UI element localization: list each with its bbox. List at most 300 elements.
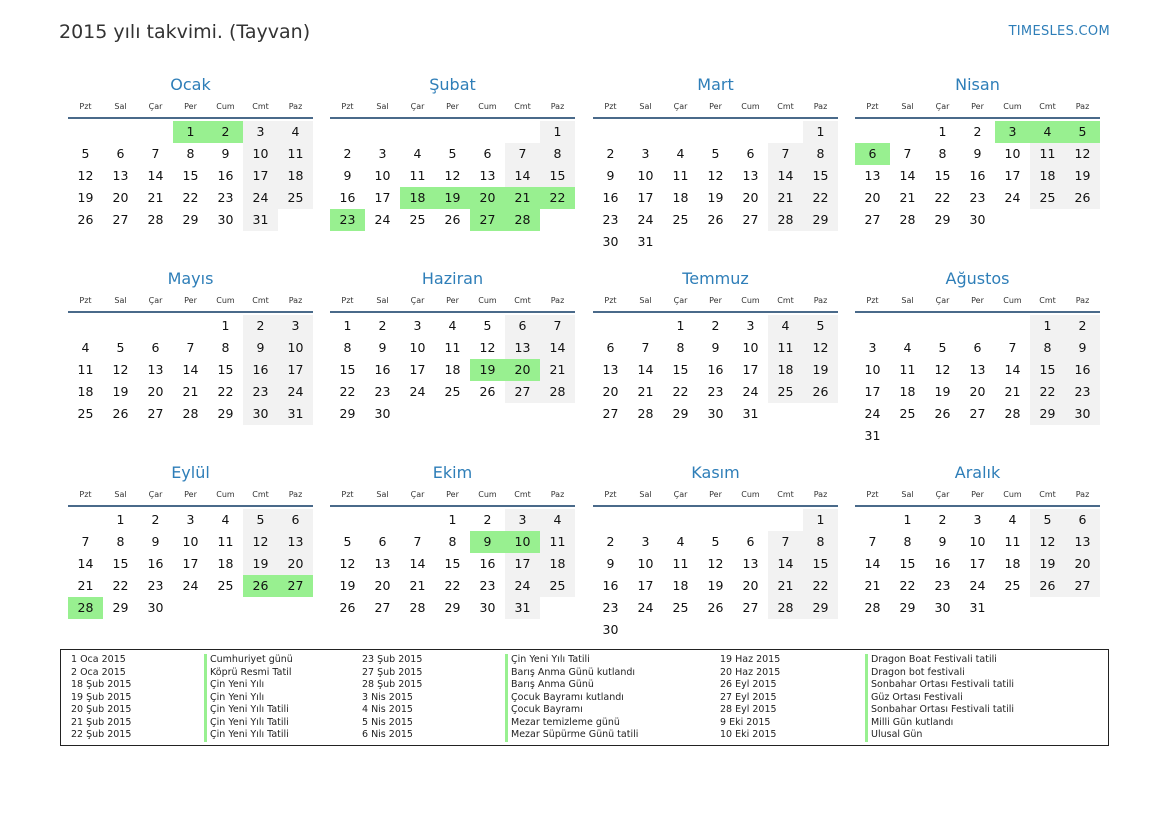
legend-date: 26 Eyl 2015 (720, 679, 777, 690)
day-cell: 11 (540, 531, 575, 553)
day-cell: 17 (969, 556, 986, 571)
day-cell: 27 (742, 600, 759, 615)
day-cell: 18 (278, 165, 313, 187)
legend-dates-column (71, 654, 131, 742)
day-cell: 1 (903, 512, 912, 527)
day-cell: 8 (116, 534, 125, 549)
empty-cell (330, 121, 365, 143)
day-cell: 20 (112, 190, 129, 205)
day-cell: 19 (243, 553, 278, 575)
day-grid (593, 509, 838, 641)
empty-cell (855, 121, 890, 143)
month-8 (855, 268, 1100, 447)
empty-cell (698, 121, 733, 143)
legend-holiday-name: Çin Yeni Yılı (204, 692, 293, 705)
day-cell: 11 (672, 168, 689, 183)
legend-holiday-name: Köprü Resmi Tatil (204, 667, 293, 680)
empty-cell (628, 121, 663, 143)
day-cell: 25 (540, 575, 575, 597)
weekday-label: Paz (550, 296, 565, 305)
day-cell: 10 (637, 168, 654, 183)
empty-cell (593, 315, 628, 337)
day-cell: 4 (903, 340, 912, 355)
day-cell: 29 (339, 406, 356, 421)
day-cell: 9 (606, 168, 615, 183)
day-grid (593, 121, 838, 253)
brand-link[interactable]: TIMESLES.COM (1008, 24, 1110, 39)
weekday-label: Pzt (341, 490, 354, 499)
weekday-header (593, 100, 838, 119)
day-cell: 19 (707, 578, 724, 593)
day-cell: 30 (243, 403, 278, 425)
weekday-label: Sal (639, 296, 652, 305)
day-cell: 22 (112, 578, 129, 593)
holiday-day-cell: 20 (470, 187, 505, 209)
day-cell: 24 (637, 600, 654, 615)
day-cell: 6 (116, 146, 125, 161)
day-cell: 25 (768, 381, 803, 403)
empty-cell (890, 315, 925, 337)
legend-holiday-name: Sonbahar Ortası Festivali tatili (865, 704, 1014, 717)
day-cell: 5 (483, 318, 492, 333)
day-cell: 27 (969, 406, 986, 421)
empty-cell (593, 509, 628, 531)
legend-date: 1 Oca 2015 (71, 654, 126, 665)
day-cell: 23 (479, 578, 496, 593)
day-cell: 10 (1004, 146, 1021, 161)
empty-cell (400, 121, 435, 143)
day-cell: 14 (505, 165, 540, 187)
day-cell: 8 (803, 531, 838, 553)
day-cell: 13 (864, 168, 881, 183)
weekday-label: Cmt (252, 296, 269, 305)
day-cell: 31 (742, 406, 759, 421)
weekday-label: Çar (673, 102, 688, 111)
day-cell: 3 (746, 318, 755, 333)
day-cell: 8 (676, 340, 685, 355)
day-cell: 7 (151, 146, 160, 161)
legend-date: 27 Şub 2015 (362, 666, 423, 678)
day-cell: 18 (77, 384, 94, 399)
day-cell: 12 (1030, 531, 1065, 553)
weekday-label: Cmt (1039, 102, 1056, 111)
weekday-label: Pzt (866, 102, 879, 111)
legend-holiday-name: Cumhuriyet günü (204, 654, 293, 667)
day-cell: 22 (339, 384, 356, 399)
weekday-label: Cum (478, 490, 497, 499)
weekday-label: Cum (216, 296, 235, 305)
day-cell: 18 (899, 384, 916, 399)
day-cell: 27 (742, 212, 759, 227)
holiday-day-cell: 27 (470, 209, 505, 231)
empty-cell (68, 121, 103, 143)
empty-cell (960, 315, 995, 337)
legend-holiday-name: Çocuk Bayramı (505, 704, 638, 717)
day-cell: 15 (540, 165, 575, 187)
day-cell: 20 (1065, 553, 1100, 575)
day-cell: 29 (217, 406, 234, 421)
day-cell: 24 (278, 381, 313, 403)
legend-date: 23 Şub 2015 (362, 654, 423, 665)
holiday-day-cell: 1 (173, 121, 208, 143)
weekday-label: Cmt (777, 490, 794, 499)
day-cell: 13 (969, 362, 986, 377)
day-cell: 10 (243, 143, 278, 165)
month-1 (68, 74, 313, 231)
weekday-label: Paz (813, 102, 828, 111)
day-cell: 15 (217, 362, 234, 377)
day-cell: 15 (112, 556, 129, 571)
weekday-label: Çar (673, 296, 688, 305)
day-cell: 14 (1004, 362, 1021, 377)
legend-holiday-name: Güz Ortası Festivali (865, 692, 1014, 705)
day-cell: 22 (803, 187, 838, 209)
day-cell: 6 (746, 534, 755, 549)
day-cell: 19 (112, 384, 129, 399)
day-cell: 10 (409, 340, 426, 355)
weekday-label: Cmt (1039, 490, 1056, 499)
day-cell: 24 (864, 406, 881, 421)
day-cell: 5 (803, 315, 838, 337)
empty-cell (330, 509, 365, 531)
day-cell: 1 (1030, 315, 1065, 337)
day-cell: 29 (1030, 403, 1065, 425)
day-cell: 3 (186, 512, 195, 527)
day-cell: 13 (112, 168, 129, 183)
day-cell: 30 (217, 212, 234, 227)
legend-dates-column (362, 654, 422, 742)
day-cell: 6 (973, 340, 982, 355)
weekday-label: Cum (741, 296, 760, 305)
day-cell: 14 (637, 362, 654, 377)
day-cell: 30 (147, 600, 164, 615)
weekday-header (68, 488, 313, 507)
day-cell: 14 (540, 337, 575, 359)
day-cell: 30 (602, 234, 619, 249)
day-cell: 27 (505, 381, 540, 403)
day-cell: 22 (803, 575, 838, 597)
day-cell: 15 (803, 553, 838, 575)
day-cell: 13 (505, 337, 540, 359)
month-11 (593, 462, 838, 641)
day-cell: 11 (444, 340, 461, 355)
day-cell: 18 (1004, 556, 1021, 571)
day-grid (855, 509, 1100, 619)
day-cell: 21 (409, 578, 426, 593)
day-cell: 1 (803, 509, 838, 531)
day-cell: 23 (147, 578, 164, 593)
day-cell: 18 (1030, 165, 1065, 187)
day-cell: 12 (707, 168, 724, 183)
day-cell: 12 (444, 168, 461, 183)
holiday-day-cell: 3 (995, 121, 1030, 143)
day-cell: 1 (116, 512, 125, 527)
day-cell: 16 (1065, 359, 1100, 381)
day-cell: 18 (768, 359, 803, 381)
weekday-label: Sal (901, 296, 914, 305)
weekday-label: Sal (114, 102, 127, 111)
weekday-label: Sal (901, 490, 914, 499)
day-cell: 28 (864, 600, 881, 615)
weekday-label: Cum (741, 490, 760, 499)
day-cell: 31 (278, 403, 313, 425)
empty-cell (768, 509, 803, 531)
day-cell: 7 (1008, 340, 1017, 355)
day-cell: 9 (343, 168, 352, 183)
day-cell: 27 (602, 406, 619, 421)
month-name: Ocak (170, 75, 211, 94)
holiday-day-cell: 6 (855, 143, 890, 165)
legend-date: 19 Haz 2015 (720, 654, 781, 665)
weekday-label: Pzt (341, 102, 354, 111)
day-cell: 17 (637, 190, 654, 205)
page-title: 2015 yılı takvimi. (Tayvan) (59, 21, 311, 43)
month-5 (68, 268, 313, 425)
day-cell: 12 (243, 531, 278, 553)
weekday-label: Cmt (514, 296, 531, 305)
day-cell: 28 (899, 212, 916, 227)
day-cell: 9 (938, 534, 947, 549)
day-cell: 27 (864, 212, 881, 227)
weekday-label: Paz (1075, 296, 1090, 305)
day-cell: 5 (81, 146, 90, 161)
day-cell: 30 (1065, 403, 1100, 425)
weekday-label: Cmt (1039, 296, 1056, 305)
holiday-day-cell: 4 (1030, 121, 1065, 143)
weekday-label: Paz (288, 490, 303, 499)
day-cell: 26 (1030, 575, 1065, 597)
day-cell: 12 (707, 556, 724, 571)
day-cell: 16 (602, 190, 619, 205)
holiday-day-cell: 23 (330, 209, 365, 231)
day-cell: 17 (374, 190, 391, 205)
day-cell: 2 (606, 146, 615, 161)
legend-holiday-name: Dragon Boat Festivali tatili (865, 654, 1014, 667)
day-cell: 2 (606, 534, 615, 549)
weekday-label: Per (709, 296, 722, 305)
legend-date: 22 Şub 2015 (71, 729, 132, 740)
day-cell: 7 (505, 143, 540, 165)
day-cell: 11 (899, 362, 916, 377)
day-cell: 3 (641, 534, 650, 549)
day-cell: 2 (973, 124, 982, 139)
empty-cell (855, 315, 890, 337)
day-cell: 23 (602, 212, 619, 227)
day-cell: 15 (899, 556, 916, 571)
legend-names-column (865, 654, 1014, 742)
empty-cell (435, 121, 470, 143)
day-cell: 4 (81, 340, 90, 355)
day-cell: 12 (479, 340, 496, 355)
month-name: Ağustos (945, 269, 1010, 288)
month-name: Haziran (421, 269, 484, 288)
weekday-label: Cum (741, 102, 760, 111)
empty-cell (68, 315, 103, 337)
day-cell: 27 (147, 406, 164, 421)
day-cell: 31 (637, 234, 654, 249)
day-cell: 15 (444, 556, 461, 571)
day-cell: 25 (77, 406, 94, 421)
day-cell: 2 (378, 318, 387, 333)
legend-holiday-name: Çin Yeni Yılı (204, 679, 293, 692)
weekday-label: Pzt (604, 490, 617, 499)
holiday-day-cell: 19 (435, 187, 470, 209)
day-cell: 19 (1065, 165, 1100, 187)
weekday-label: Çar (148, 490, 163, 499)
month-3 (593, 74, 838, 253)
day-cell: 27 (112, 212, 129, 227)
weekday-label: Pzt (79, 102, 92, 111)
day-cell: 2 (1065, 315, 1100, 337)
day-cell: 25 (1030, 187, 1065, 209)
weekday-label: Paz (288, 296, 303, 305)
day-cell: 3 (243, 121, 278, 143)
day-cell: 17 (409, 362, 426, 377)
legend-date: 18 Şub 2015 (71, 679, 132, 690)
day-cell: 8 (1030, 337, 1065, 359)
legend-holiday-name: Çin Yeni Yılı Tatili (204, 717, 293, 730)
day-cell: 1 (448, 512, 457, 527)
day-cell: 16 (243, 359, 278, 381)
day-cell: 7 (81, 534, 90, 549)
day-cell: 3 (868, 340, 877, 355)
empty-cell (925, 315, 960, 337)
day-cell: 21 (77, 578, 94, 593)
weekday-label: Cum (478, 102, 497, 111)
month-name: Kasım (691, 463, 740, 482)
day-cell: 12 (339, 556, 356, 571)
day-cell: 19 (934, 384, 951, 399)
month-name: Şubat (429, 75, 476, 94)
day-cell: 27 (374, 600, 391, 615)
day-grid (68, 509, 313, 619)
day-cell: 10 (182, 534, 199, 549)
empty-cell (768, 121, 803, 143)
day-cell: 11 (278, 143, 313, 165)
day-cell: 30 (707, 406, 724, 421)
day-cell: 21 (540, 359, 575, 381)
legend-date: 20 Haz 2015 (720, 666, 781, 678)
day-cell: 11 (217, 534, 234, 549)
day-cell: 16 (602, 578, 619, 593)
month-name: Aralık (954, 463, 1001, 482)
day-cell: 30 (969, 212, 986, 227)
day-cell: 20 (864, 190, 881, 205)
empty-cell (365, 509, 400, 531)
empty-cell (103, 315, 138, 337)
weekday-label: Cmt (252, 102, 269, 111)
day-cell: 19 (339, 578, 356, 593)
empty-cell (138, 315, 173, 337)
day-cell: 4 (1008, 512, 1017, 527)
day-cell: 16 (339, 190, 356, 205)
day-cell: 6 (746, 146, 755, 161)
empty-cell (890, 121, 925, 143)
day-cell: 26 (444, 212, 461, 227)
day-cell: 25 (409, 212, 426, 227)
weekday-label: Per (184, 102, 197, 111)
legend-date: 5 Nis 2015 (362, 716, 413, 728)
day-cell: 22 (672, 384, 689, 399)
weekday-label: Sal (114, 490, 127, 499)
day-cell: 4 (221, 512, 230, 527)
day-grid (68, 121, 313, 231)
weekday-label: Per (184, 296, 197, 305)
day-cell: 20 (969, 384, 986, 399)
day-cell: 3 (641, 146, 650, 161)
holiday-day-cell: 21 (505, 187, 540, 209)
empty-cell (505, 121, 540, 143)
holiday-day-cell: 10 (505, 531, 540, 553)
day-cell: 29 (934, 212, 951, 227)
month-name: Ekim (432, 463, 473, 482)
day-cell: 21 (147, 190, 164, 205)
weekday-label: Cum (1003, 296, 1022, 305)
day-grid (593, 315, 838, 425)
day-cell: 16 (479, 556, 496, 571)
day-cell: 24 (243, 187, 278, 209)
weekday-label: Pzt (79, 296, 92, 305)
day-cell: 10 (864, 362, 881, 377)
legend-dates-column (720, 654, 780, 742)
day-cell: 20 (742, 190, 759, 205)
legend-date: 19 Şub 2015 (71, 691, 132, 703)
day-cell: 15 (672, 362, 689, 377)
empty-cell (855, 509, 890, 531)
holiday-day-cell: 28 (68, 597, 103, 619)
day-cell: 3 (505, 509, 540, 531)
day-cell: 21 (637, 384, 654, 399)
day-grid (330, 315, 575, 425)
month-6 (330, 268, 575, 425)
holiday-day-cell: 20 (505, 359, 540, 381)
legend-holiday-name: Milli Gün kutlandı (865, 717, 1014, 730)
day-cell: 1 (343, 318, 352, 333)
day-cell: 15 (934, 168, 951, 183)
empty-cell (365, 121, 400, 143)
day-cell: 6 (378, 534, 387, 549)
day-cell: 6 (151, 340, 160, 355)
day-cell: 14 (768, 553, 803, 575)
day-cell: 4 (676, 534, 685, 549)
day-cell: 18 (540, 553, 575, 575)
legend-holiday-name: Çin Yeni Yılı Tatili (505, 654, 638, 667)
day-cell: 22 (182, 190, 199, 205)
empty-cell (173, 315, 208, 337)
weekday-label: Per (709, 490, 722, 499)
day-cell: 14 (147, 168, 164, 183)
empty-cell (628, 315, 663, 337)
day-cell: 17 (278, 359, 313, 381)
day-cell: 8 (540, 143, 575, 165)
empty-cell (138, 121, 173, 143)
holiday-day-cell: 5 (1065, 121, 1100, 143)
day-cell: 13 (742, 556, 759, 571)
day-cell: 21 (182, 384, 199, 399)
day-cell: 21 (899, 190, 916, 205)
day-cell: 30 (934, 600, 951, 615)
weekday-label: Paz (550, 102, 565, 111)
day-cell: 5 (1030, 509, 1065, 531)
day-cell: 28 (768, 597, 803, 619)
day-cell: 27 (1065, 575, 1100, 597)
day-cell: 19 (707, 190, 724, 205)
day-cell: 16 (707, 362, 724, 377)
day-cell: 24 (742, 384, 759, 399)
day-cell: 26 (339, 600, 356, 615)
day-cell: 14 (182, 362, 199, 377)
day-cell: 22 (934, 190, 951, 205)
